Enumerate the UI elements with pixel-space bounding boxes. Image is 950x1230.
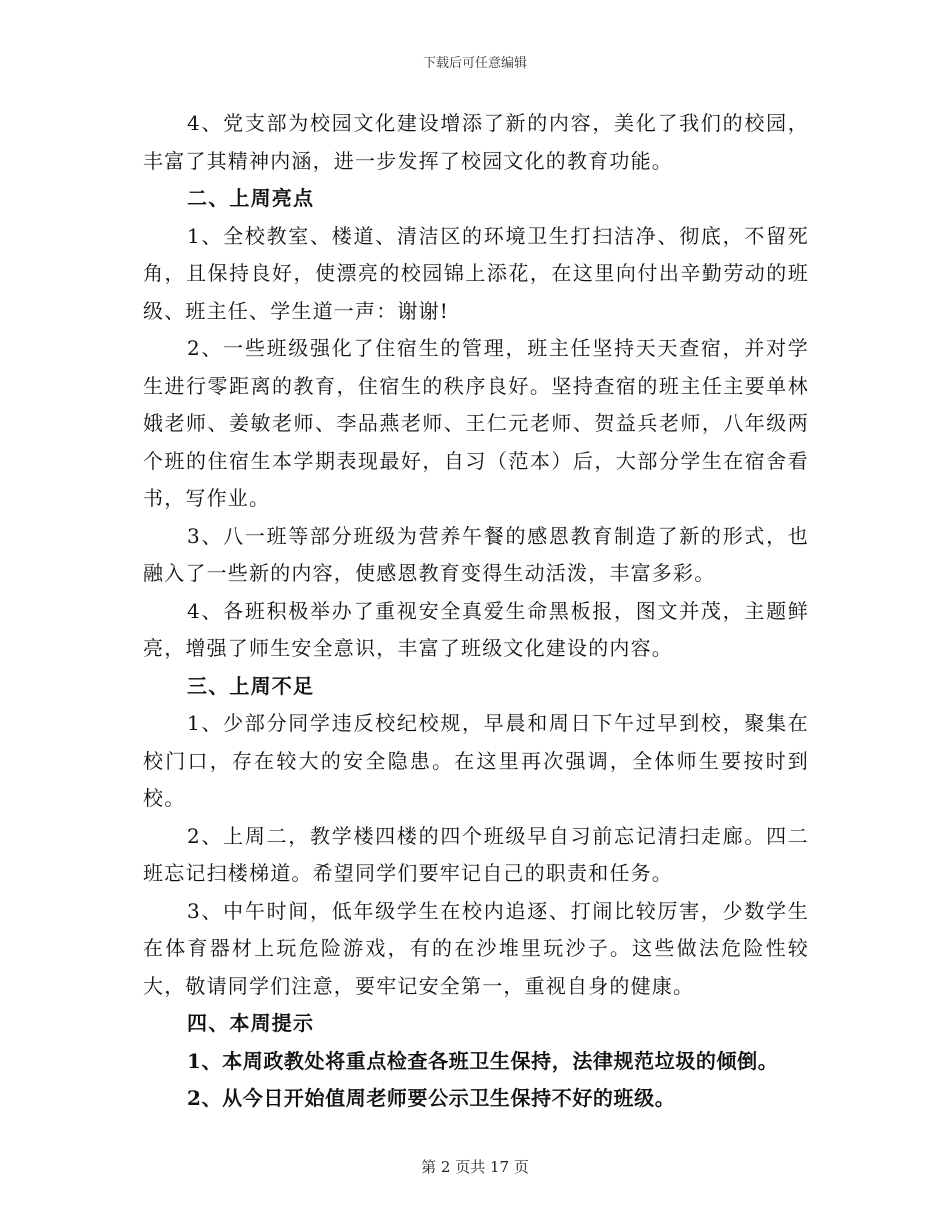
paragraph-highlight-dormitory: 2、一些班级强化了住宿生的管理，班主任坚持天天查宿，并对学生进行零距离的教育，住宿生的秩序良好。坚持查宿的班主任主要单林娥老师、姜敏老师、李品燕老师、王仁元老师、贺益兵老师，八年级两个班的住宿生本学期表现最好，自习（范本）后，大部分学生在宿舍看书，写作业。 [143, 336, 809, 510]
section-heading-shortcomings: 三、上周不足 [187, 673, 315, 698]
paragraph-culture-building: 4、党支部为校园文化建设增添了新的内容，美化了我们的校园，丰富了其精神内涵，进一步发挥了校园文化的教育功能。 [143, 111, 809, 173]
document-body [143, 105, 809, 1118]
paragraph-shortcoming-early-arrival: 1、少部分同学违反校纪校规，早晨和周日下午过早到校，聚集在校门口，存在较大的安全隐患。在这里再次强调，全体师生要按时到校。 [143, 711, 809, 810]
paragraph-reminder-inspection: 1、本周政教处将重点检查各班卫生保持，法律规范垃圾的倾倒。 [187, 1048, 779, 1073]
paragraph-highlight-gratitude: 3、八一班等部分班级为营养午餐的感恩教育制造了新的形式，也融入了一些新的内容，使感恩教育变得生动活泼，丰富多彩。 [143, 523, 809, 585]
paragraph-shortcoming-cleaning: 2、上周二，教学楼四楼的四个班级早自习前忘记清扫走廊。四二班忘记扫楼梯道。希望同学们要牢记自己的职责和任务。 [143, 823, 809, 885]
section-heading-reminders: 四、本周提示 [187, 1011, 315, 1035]
page-header-note: 下载后可任意编辑 [422, 56, 527, 71]
page-number: 第 2 页共 17 页 [421, 1158, 529, 1176]
paragraph-shortcoming-safety: 3、中午时间，低年级学生在校内追逐、打闹比较厉害，少数学生在体育器材上玩危险游戏，有的在沙堆里玩沙子。这些做法危险性较大，敬请同学们注意，要牢记安全第一，重视自身的健康。 [143, 898, 809, 998]
section-heading-highlights: 二、上周亮点 [187, 186, 315, 210]
paragraph-reminder-publicize: 2、从今日开始值周老师要公示卫生保持不好的班级。 [187, 1086, 676, 1110]
paragraph-highlight-hygiene: 1、全校教室、楼道、清洁区的环境卫生打扫洁净、彻底，不留死角，且保持良好，使漂亮的校园锦上添花，在这里向付出辛勤劳动的班级、班主任、学生道一声：谢谢! [143, 223, 809, 323]
paragraph-highlight-blackboard: 4、各班积极举办了重视安全真爱生命黑板报，图文并茂，主题鲜亮，增强了师生安全意识，丰富了班级文化建设的内容。 [143, 598, 809, 660]
